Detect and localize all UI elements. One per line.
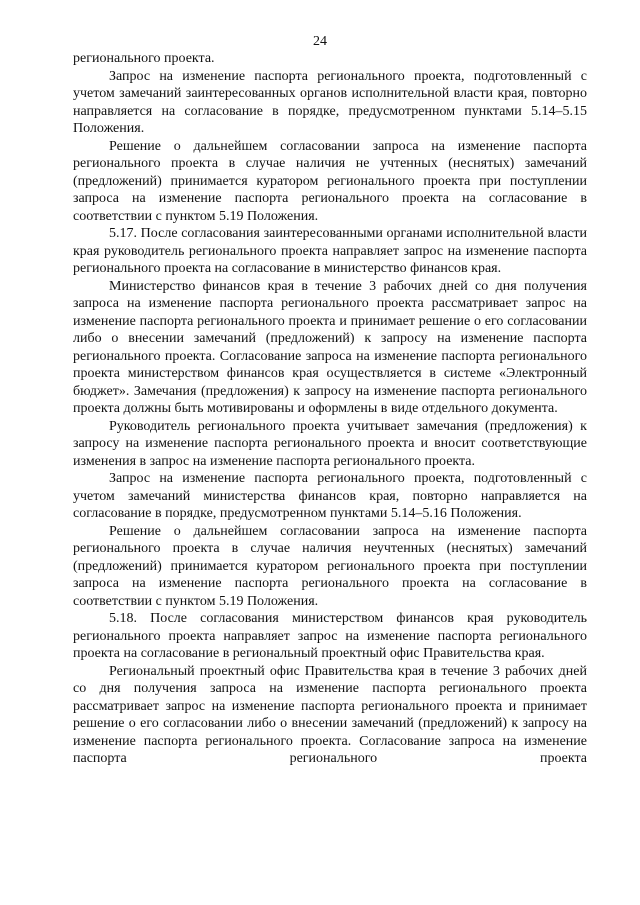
- paragraph-project-office-review: Региональный проектный офис Правительства края в течение 3 рабочих дней со дня получения запроса на изменение паспорта регионального проекта рассматривает запрос на изменение паспорта регионального проекта и принимает решение о его согласовании либо о внесении замечаний (предложений) к запросу на изменение паспорта регионального проекта. Согласование запроса на изменение паспорта регионального проекта: [73, 663, 587, 766]
- paragraph-project-head-updates: Руководитель регионального проекта учитывает замечания (предложения) к запросу на изменение паспорта регионального проекта и вносит соответствующие изменения в запрос на изменение паспорта регионального проекта.: [73, 418, 587, 469]
- paragraph-curator-decision-1: Решение о дальнейшем согласовании запроса на изменение паспорта регионального проекта в случае наличия не учтенных (неснятых) замечаний (предложений) принимается куратором регионального проекта при поступлении запроса на изменение паспорта регионального проекта на согласование в соответствии с пунктом 5.19 Положения.: [73, 138, 587, 224]
- paragraph-resubmission-ministry: Запрос на изменение паспорта регионального проекта, подготовленный с учетом замечаний министерства финансов края, повторно направляется на согласование в порядке, предусмотренном пунктами 5.14–5.16 Положения.: [73, 471, 587, 521]
- paragraph-curator-decision-2: Решение о дальнейшем согласовании запроса на изменение паспорта регионального проекта в случае наличия неучтенных (неснятых) замечаний (предложений) принимается куратором регионального проекта при поступлении запроса на изменение паспорта регионального проекта на согласование в соответствии с пунктом 5.19 Положения.: [73, 523, 587, 609]
- paragraph-clause-5-17: 5.17. После согласования заинтересованными органами исполнительной власти края руководитель регионального проекта направляет запрос на изменение паспорта регионального проекта на согласование в министерство финансов края.: [73, 226, 587, 276]
- paragraph-clause-5-18: 5.18. После согласования министерством финансов края руководитель регионального проекта направляет запрос на изменение паспорта регионального проекта на согласование в региональный проектный офис Правительства края.: [73, 611, 587, 661]
- document-body: [73, 50, 587, 768]
- paragraph-resubmission-interested-bodies: Запрос на изменение паспорта регионального проекта, подготовленный с учетом замечаний заинтересованных органов исполнительной власти края, повторно направляется на согласование в порядке, предусмотренном пунктами 5.14–5.15 Положения.: [73, 68, 587, 136]
- paragraph-ministry-review: Министерство финансов края в течение 3 рабочих дней со дня получения запроса на изменение паспорта регионального проекта рассматривает запрос на изменение паспорта регионального проекта и принимает решение о его согласовании либо о внесении замечаний (предложений) к запросу на изменение паспорта регионального проекта. Согласование запроса на изменение паспорта регионального проекта министерством финансов края осуществляется в системе «Электронный бюджет». Замечания (предложения) к запросу на изменение паспорта регионального проекта должны быть мотивированы и оформлены в виде отдельного документа.: [73, 278, 587, 416]
- page-number: 24: [313, 34, 327, 49]
- paragraph-continuation: регионального проекта.: [73, 51, 215, 66]
